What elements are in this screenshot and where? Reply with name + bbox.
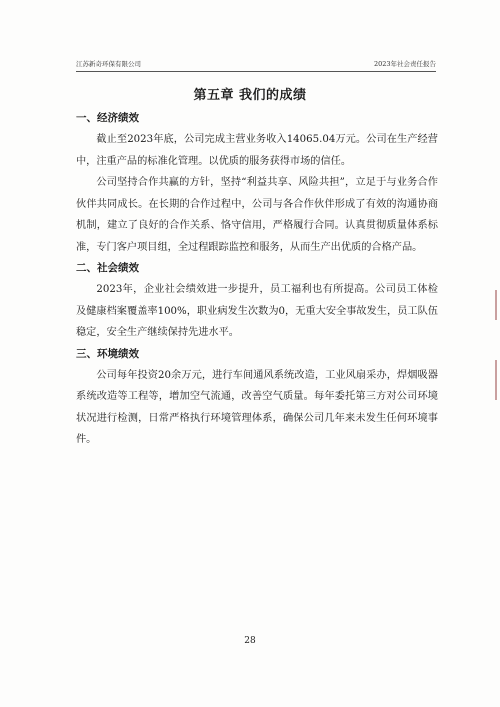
chapter-title: 第五章 我们的成绩 bbox=[193, 88, 307, 103]
binding-edge-mark bbox=[495, 360, 497, 400]
chapter-body bbox=[76, 108, 438, 451]
section-heading-environmental: 三、环境绩效 bbox=[76, 347, 139, 360]
header-divider bbox=[76, 71, 436, 72]
paragraph: 截止至2023年底，公司完成主营业务收入14065.04万元。公司在生产经营中，注重产品的标准化管理。以优质的服务获得市场的信任。 bbox=[76, 134, 438, 167]
paragraph: 公司坚持合作共赢的方针，坚持“利益共享、风险共担”，立足于与业务合作伙伴共同成长。在长期的合作过程中，公司与各合作伙伴形成了有效的沟通协商机制，建立了良好的合作关系、恪守信用，严格履行合同。认真贯彻质量体系标准，专门客户项目组，全过程跟踪监控和服务，从而生产出优质的合格产品。 bbox=[76, 177, 438, 253]
paragraph: 2023年，企业社会绩效进一步提升，员工福利也有所提高。公司员工体检及健康档案覆盖率100%，职业病发生次数为0，无重大安全事故发生，员工队伍稳定，安全生产继续保持先进水平。 bbox=[76, 284, 438, 338]
paragraph: 公司每年投资20余万元，进行车间通风系统改造，工业风扇采办，焊烟吸器系统改造等工程等，增加空气流通，改善空气质量。每年委托第三方对公司环境状况进行检测，日常严格执行环境管理体系，确保公司几年来未发生任何环境事件。 bbox=[76, 369, 438, 445]
section-heading-social: 二、社会绩效 bbox=[76, 262, 139, 274]
section-heading-economic: 一、经济绩效 bbox=[76, 112, 139, 124]
header-company-name: 江苏新奇环保有限公司 bbox=[76, 60, 141, 68]
page-number: 28 bbox=[244, 636, 256, 646]
binding-edge-mark bbox=[495, 290, 497, 320]
header-report-title: 2023年社会责任报告 bbox=[373, 60, 436, 68]
